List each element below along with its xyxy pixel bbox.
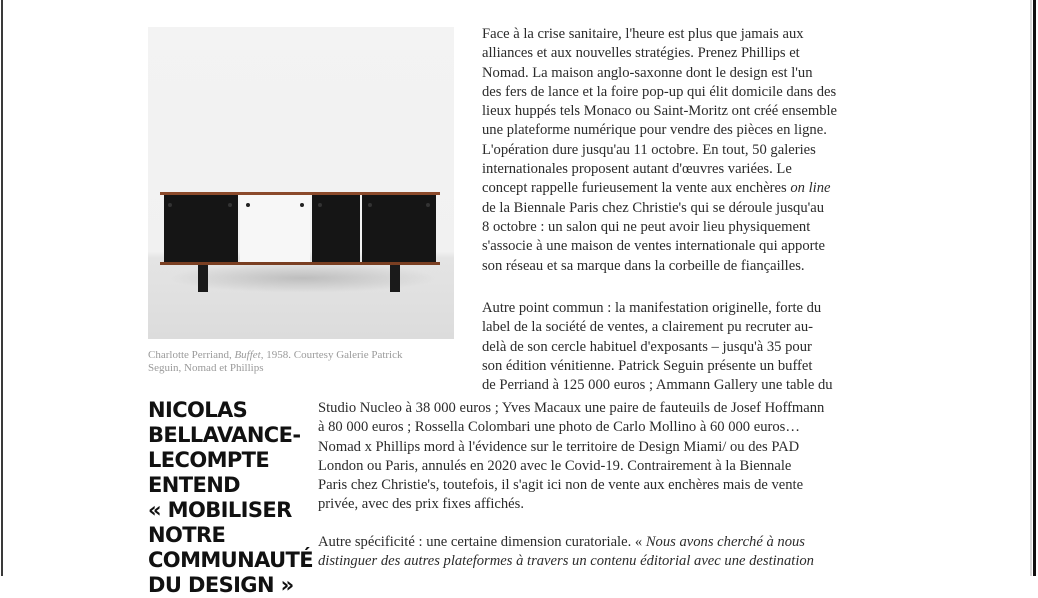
text-line: label de la société de ventes, a clairement pu recruter au-	[482, 319, 814, 336]
text-span: Autre spécificité : une certaine dimension curatoriale. «	[318, 534, 646, 550]
text-line: des fers de lance et la foire pop-up qui élit domicile dans des	[482, 83, 837, 100]
text-line: de la Biennale Paris chez Christie's qui se déroule jusqu'au	[482, 199, 825, 216]
article-paragraph-2-continued	[318, 399, 824, 515]
caption-text: Charlotte Perriand,	[148, 349, 235, 361]
italic-quote: distinguer des autres plateformes à travers un contenu éditorial avec une destination	[318, 553, 814, 570]
headline-line: BELLAVANCE-	[148, 423, 301, 447]
italic-quote: Nous avons cherché à nous	[645, 534, 805, 550]
text-line: s'associe à une maison de ventes internationale qui apporte	[482, 238, 826, 255]
buffet-door-black	[362, 195, 436, 262]
page-border-left	[1, 0, 3, 576]
text-line: alliances et aux nouvelles stratégies. Prenez Phillips et	[482, 45, 800, 62]
headline-line: NOTRE	[148, 523, 226, 547]
text-line: Autre point commun : la manifestation originelle, forte du	[482, 300, 822, 316]
article-headline	[148, 398, 314, 598]
caption-text: , 1958. Courtesy Galerie Patrick	[260, 349, 403, 361]
text-line: London ou Paris, annulés en 2020 avec le Covid-19. Contrairement à la Biennale	[318, 457, 792, 474]
headline-line: « MOBILISER	[148, 498, 292, 522]
text-line: privée, avec des prix fixes affichés.	[318, 496, 524, 513]
headline-line: LECOMPTE	[148, 448, 270, 472]
text-line: lieux huppés tels Monaco ou Saint-Moritz ont créé ensemble	[482, 103, 838, 120]
caption-text: Seguin, Nomad et Phillips	[148, 362, 264, 374]
text-line	[318, 552, 814, 571]
text-span: concept rappelle furieusement la vente aux enchères	[482, 180, 791, 197]
buffet-door-black	[312, 195, 360, 262]
text-line: Face à la crise sanitaire, l'heure est plus que jamais aux	[482, 26, 804, 42]
buffet-door-black	[164, 195, 238, 262]
headline-line: DU DESIGN »	[148, 573, 294, 597]
photo-caption	[148, 349, 468, 375]
headline-line: NICOLAS	[148, 398, 248, 422]
text-line: Nomad. La maison anglo-saxonne dont le design est l'un	[482, 64, 813, 81]
text-line: à 80 000 euros ; Rossella Colombari une photo de Carlo Mollino à 60 000 euros…	[318, 419, 800, 436]
headline-line: ENTEND	[148, 473, 240, 497]
text-line: de Perriand à 125 000 euros ; Ammann Gallery une table du	[482, 377, 833, 394]
text-line: Paris chez Christie's, toutefois, il s'agit ici non de vente aux enchères mais de vente	[318, 477, 804, 494]
headline-line: COMMUNAUTÉ	[148, 548, 314, 572]
article-paragraph-1	[482, 25, 837, 276]
page-border-right	[1033, 0, 1036, 576]
text-line: son édition vénitienne. Patrick Seguin présente un buffet	[482, 357, 813, 374]
text-line: Nomad x Phillips mord à l'évidence sur le territoire de Design Miami/ ou des PAD	[318, 438, 800, 455]
caption-artwork-title: Buffet	[234, 349, 261, 361]
text-line: 8 octobre : un salon qui ne peut avoir lieu physiquement	[482, 218, 811, 235]
text-line: son réseau et sa marque dans la corbeille de fiançailles.	[482, 257, 805, 274]
text-line: Studio Nucleo à 38 000 euros ; Yves Macaux une paire de fauteuils de Josef Hoffmann	[318, 400, 825, 416]
text-line: delà de son cercle habituel d'exposants – jusqu'à 35 pour	[482, 338, 812, 355]
text-line	[482, 179, 837, 198]
text-line: une plateforme numérique pour vendre des pièces en ligne.	[482, 122, 827, 139]
page-border-right-shadow	[1030, 0, 1032, 576]
buffet-leg	[198, 265, 208, 292]
text-line: internationales proposent autant d'œuvres variées. Le	[482, 161, 792, 178]
article-paragraph-2	[482, 299, 833, 395]
buffet-leg	[390, 265, 400, 292]
text-line: L'opération dure jusqu'au 11 octobre. En tout, 50 galeries	[482, 141, 816, 158]
text-line	[318, 533, 814, 552]
buffet-door-white	[240, 195, 310, 262]
article-paragraph-3	[318, 533, 814, 572]
italic-text: on line	[790, 180, 831, 197]
sideboard-photo	[148, 27, 454, 339]
